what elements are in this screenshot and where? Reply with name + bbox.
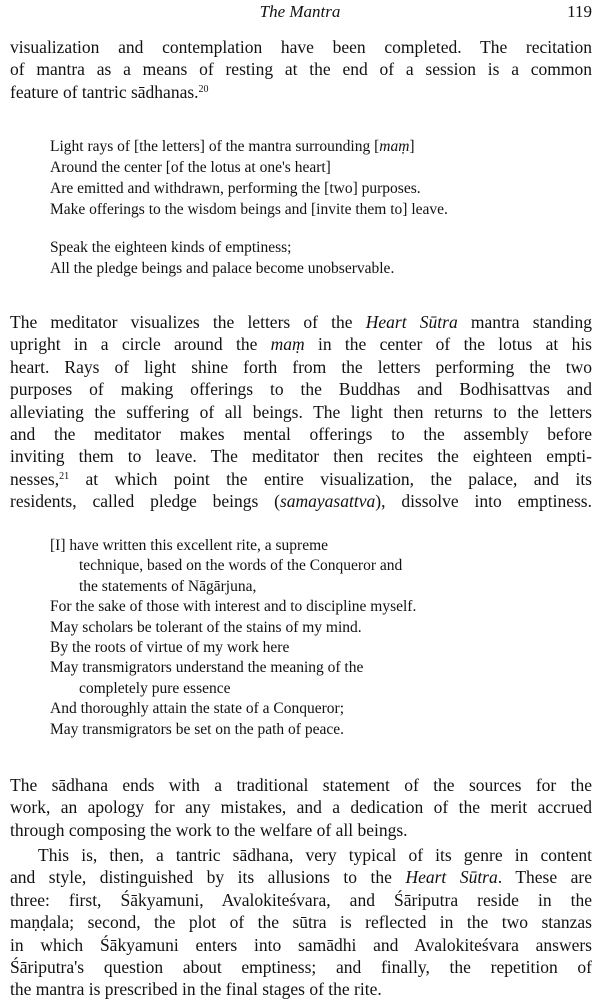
text-run: Śāriputra's question about emptiness; and finally, the repetition of bbox=[10, 957, 592, 978]
text-line bbox=[10, 889, 592, 911]
verse-line bbox=[50, 679, 590, 699]
text-line bbox=[10, 378, 592, 400]
text-line bbox=[10, 311, 592, 333]
text-run: Light rays of [the letters] of the mantra surrounding [ bbox=[50, 138, 380, 155]
text-run: visualization and contemplation have been completed. The recitation bbox=[10, 37, 592, 57]
text-run: purposes of making offerings to the Buddhas and Bodhisattvas and bbox=[10, 379, 592, 400]
italic-term: maṃ bbox=[379, 138, 410, 155]
verse-line bbox=[50, 597, 590, 617]
verse-stanza-3 bbox=[50, 536, 590, 740]
text-run: and the meditator makes mental offerings to the assembly before bbox=[10, 424, 592, 445]
text-line bbox=[10, 468, 592, 490]
text-run: mantra standing bbox=[457, 312, 593, 332]
text-run: upright in a circle around the bbox=[10, 334, 271, 355]
text-run: ), dissolve into emptiness. bbox=[375, 491, 592, 512]
text-line bbox=[10, 356, 592, 378]
text-run: Speak the eighteen kinds of emptiness; bbox=[50, 239, 292, 256]
italic-term: Heart Sūtra bbox=[365, 312, 458, 332]
text-run: This is, then, a tantric sādhana, very typical of its genre in content bbox=[38, 845, 592, 865]
italic-term: Heart Sūtra bbox=[405, 867, 498, 888]
verse-line bbox=[50, 618, 590, 638]
text-line bbox=[10, 934, 592, 956]
footnote-ref[interactable]: 21 bbox=[59, 470, 70, 482]
italic-term: samayasattva bbox=[279, 491, 376, 512]
verse-stanza-2 bbox=[50, 237, 590, 279]
text-run: The meditator visualizes the letters of the bbox=[10, 312, 366, 332]
text-run: of mantra as a means of resting at the end of a session is a common bbox=[10, 59, 592, 80]
text-run: completely pure essence bbox=[79, 679, 231, 697]
verse-line bbox=[50, 658, 590, 678]
text-run: nesses, bbox=[10, 468, 60, 489]
running-header-title: The Mantra bbox=[259, 2, 341, 21]
text-run: Make offerings to the wisdom beings and [invite them to] leave. bbox=[50, 201, 448, 218]
verse-line bbox=[50, 699, 590, 719]
text-run: May transmigrators be set on the path of peace. bbox=[50, 720, 344, 738]
paragraph-2 bbox=[10, 311, 592, 513]
text-line bbox=[10, 333, 592, 355]
text-run: technique, based on the words of the Conqueror and bbox=[79, 557, 403, 575]
text-run: residents, called pledge beings ( bbox=[10, 491, 280, 512]
text-line bbox=[10, 490, 592, 512]
verse-line bbox=[50, 199, 590, 220]
text-run: And thoroughly attain the state of a Conqueror; bbox=[50, 700, 345, 718]
verse-line bbox=[50, 638, 590, 658]
text-line bbox=[10, 819, 592, 841]
text-run: . These are bbox=[497, 867, 593, 888]
text-run: heart. Rays of light shine forth from the letters performing the two bbox=[10, 356, 592, 377]
text-run: All the pledge beings and palace become unobservable. bbox=[50, 260, 395, 277]
text-line bbox=[10, 401, 592, 423]
text-run: through composing the work to the welfare of all beings. bbox=[10, 819, 408, 840]
text-run: By the roots of virtue of my work here bbox=[50, 639, 290, 657]
text-run: May transmigrators understand the meaning of the bbox=[50, 659, 364, 677]
verse-line bbox=[50, 577, 590, 597]
text-run: Are emitted and withdrawn, performing the [two] purposes. bbox=[50, 180, 421, 197]
text-run: [I] have written this excellent rite, a supreme bbox=[50, 537, 329, 554]
text-line bbox=[10, 81, 592, 103]
text-line bbox=[10, 796, 592, 818]
text-run: the mantra is prescribed in the final stages of the rite. bbox=[10, 979, 382, 1000]
verse-line bbox=[50, 136, 590, 157]
text-run: three: first, Śākyamuni, Avalokiteśvara, and Śāriputra reside in the bbox=[10, 889, 592, 910]
text-run: inviting them to leave. The meditator then recites the eighteen empti- bbox=[10, 446, 592, 467]
text-line bbox=[10, 774, 592, 796]
verse-line bbox=[50, 157, 590, 178]
text-line bbox=[10, 911, 592, 933]
verse-stanza-1 bbox=[50, 136, 590, 220]
text-line bbox=[10, 445, 592, 467]
text-run: the statements of Nāgārjuna, bbox=[79, 577, 257, 595]
text-line bbox=[10, 423, 592, 445]
paragraph-4 bbox=[10, 844, 592, 1001]
text-run: ] bbox=[409, 138, 415, 155]
verse-line bbox=[50, 556, 590, 576]
text-line bbox=[10, 36, 592, 58]
text-run: in which Śākyamuni enters into samādhi and Avalokiteśvara answers bbox=[10, 934, 592, 955]
text-run: in the center of the lotus at his bbox=[304, 334, 592, 355]
text-run: The sādhana ends with a traditional statement of the sources for the bbox=[10, 775, 592, 795]
italic-term: maṃ bbox=[270, 334, 305, 355]
verse-line bbox=[50, 536, 590, 556]
text-line bbox=[10, 58, 592, 80]
verse-line bbox=[50, 258, 590, 279]
footnote-ref[interactable]: 20 bbox=[198, 83, 209, 95]
text-run: Around the center [of the lotus at one's heart] bbox=[50, 159, 331, 176]
text-run: work, an apology for any mistakes, and a dedication of the merit accrued bbox=[10, 797, 592, 818]
page-number: 119 bbox=[567, 2, 592, 21]
text-line bbox=[10, 978, 592, 1000]
text-line bbox=[10, 844, 592, 866]
text-run: May scholars be tolerant of the stains of my mind. bbox=[50, 618, 362, 636]
text-run: maṇḍala; second, the plot of the sūtra is reflected in the two stanzas bbox=[10, 912, 592, 933]
text-run: and style, distinguished by its allusions to the bbox=[10, 867, 406, 888]
text-run: For the sake of those with interest and to discipline myself. bbox=[50, 598, 417, 616]
paragraph-3 bbox=[10, 774, 592, 841]
verse-line bbox=[50, 237, 590, 258]
text-run: at which point the entire visualization, the palace, and its bbox=[69, 468, 592, 489]
text-line bbox=[10, 866, 592, 888]
verse-line bbox=[50, 178, 590, 199]
text-run: feature of tantric sādhanas. bbox=[10, 81, 199, 102]
paragraph-1 bbox=[10, 36, 592, 103]
text-line bbox=[10, 956, 592, 978]
verse-line bbox=[50, 720, 590, 740]
text-run: alleviating the suffering of all beings. The light then returns to the letters bbox=[10, 401, 592, 422]
